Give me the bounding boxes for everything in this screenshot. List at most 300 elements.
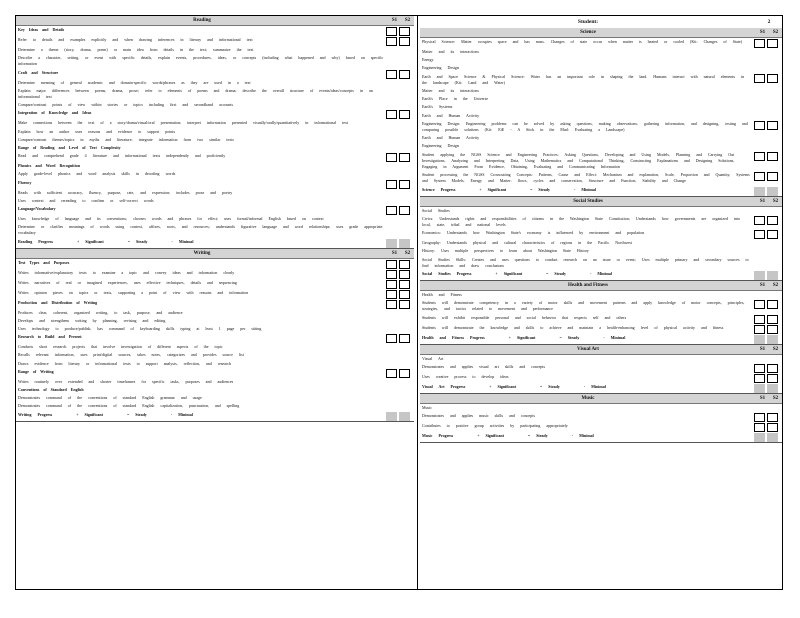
standard-text: Writes informative/explanatory texts to examine a topic and convey ideas and information clearly <box>18 269 235 275</box>
progress-boxes <box>386 411 414 421</box>
grade-boxes <box>754 299 782 309</box>
s2-progress-box[interactable] <box>399 239 410 248</box>
standard-row <box>16 46 414 54</box>
progress-label: Social Studies Progress <box>422 271 472 277</box>
s2-grade-box[interactable] <box>767 374 778 383</box>
legend-significant: + Significant <box>479 186 507 192</box>
standard-row <box>16 197 414 205</box>
standard-text: Uses technology to produce/publish, has command of keyboarding skills typing at least 1 page per sitting <box>18 326 262 332</box>
standard-row <box>420 229 782 239</box>
s2-grade-box[interactable] <box>399 334 410 343</box>
standard-text: Read and comprehend grade 4 literature and informational texts independently and proficiently <box>18 153 226 159</box>
standard-text: Compare/contrast points of view within stories or topics including first and secondhand accounts <box>18 102 234 108</box>
s2-grade-box[interactable] <box>767 230 778 239</box>
standard-row <box>16 101 414 109</box>
progress-text <box>420 186 754 194</box>
grade-boxes <box>386 378 414 379</box>
s1-grade-box[interactable] <box>754 325 765 334</box>
s1-header: S1 <box>759 346 766 352</box>
legend-significant: + Significant <box>76 411 103 417</box>
standard-text: Explain major differences between poems, drama, prose; refer to elements of poems and drama; describe the overall structure of events/ideas/concepts in an informational text <box>18 87 373 100</box>
grade-boxes <box>386 101 414 102</box>
s2-grade-box[interactable] <box>767 172 778 181</box>
legend-significant: + Significant <box>495 271 523 277</box>
standard-text: Describe a character, setting, or event with specific details, explain events, procedures, ideas, or concepts (including what happened and why) based on specific information <box>18 55 384 67</box>
grade-boxes <box>386 205 414 215</box>
s2-grade-box[interactable] <box>399 110 410 119</box>
standard-row <box>16 360 414 368</box>
s1-grade-box[interactable] <box>386 300 397 309</box>
grade-boxes <box>386 402 414 403</box>
s2-grade-box[interactable] <box>767 74 778 83</box>
standard-text: Determine or clarifies meanings of words using context, affixes, roots, and resources; understands figurative language and word relationships; uses grade appropriate vocabulary <box>18 224 383 236</box>
grade-boxes <box>754 134 782 135</box>
student-header <box>420 16 782 28</box>
s2-progress-box[interactable] <box>767 433 778 442</box>
standard-row <box>420 112 782 120</box>
grade-boxes <box>754 247 782 248</box>
s2-progress-box[interactable] <box>767 335 778 344</box>
s1-grade-box[interactable] <box>754 413 765 422</box>
standard-row <box>420 247 782 255</box>
section-title: Writing <box>193 250 211 256</box>
grade-boxes <box>754 404 782 405</box>
s1-header: S1 <box>391 250 398 256</box>
s1-progress-box[interactable] <box>386 412 397 421</box>
s1-grade-box[interactable] <box>754 121 765 130</box>
section-music <box>420 394 782 443</box>
standard-row <box>420 56 782 64</box>
standard-row <box>420 299 782 313</box>
legend-steady: = Steady <box>559 334 580 340</box>
grade-boxes <box>754 142 782 143</box>
standard-text: Social Studies Skills: Creates and uses questions to conduct research on an issue or event; Uses multiple primary and secondary sources to find information and draw conclusions <box>422 256 749 268</box>
standard-row <box>16 351 414 359</box>
subheading-text: Key Ideas and Details <box>18 27 65 32</box>
section-title: Health and Fitness <box>567 283 608 289</box>
standard-row <box>16 119 414 127</box>
subheading-row <box>16 368 414 378</box>
grade-boxes <box>386 109 414 119</box>
grade-boxes <box>386 333 414 343</box>
standard-text: Matter and its interactions <box>422 88 479 94</box>
standard-text: Students will demonstrate competency in a variety of motor skills and movement patterns and apply knowledge of motor concepts, principles, strategies, and tactics related to movement and performance <box>422 300 745 312</box>
standard-row <box>16 152 414 162</box>
s1-grade-box[interactable] <box>386 27 397 36</box>
grade-boxes <box>386 54 414 55</box>
progress-label: Music Progress <box>422 433 454 439</box>
s1-grade-box[interactable] <box>386 334 397 343</box>
grade-boxes <box>386 368 414 378</box>
grade-boxes <box>754 324 782 334</box>
section-header <box>16 249 414 259</box>
s2-progress-box[interactable] <box>767 187 778 196</box>
progress-text <box>16 411 386 419</box>
s1-progress-box[interactable] <box>754 271 765 280</box>
grade-boxes <box>754 355 782 356</box>
grade-boxes <box>386 325 414 326</box>
standard-row <box>16 325 414 333</box>
standard-row <box>16 87 414 101</box>
standard-row <box>420 239 782 247</box>
subheading-text: Text Types and Purposes <box>18 259 70 265</box>
standard-row <box>420 103 782 111</box>
standard-row <box>420 412 782 422</box>
subheading-text: Production and Distribution of Writing <box>18 299 98 305</box>
standard-text: Physical Science: Matter occupies space and has mass. Changes of state occur when matter is heated or cooled (Kit: Changes of State) <box>422 39 743 44</box>
left-column <box>16 16 414 589</box>
subheading-text: Range of Writing <box>18 368 54 374</box>
progress-row <box>16 411 414 421</box>
s1-grade-box[interactable] <box>386 206 397 215</box>
grade-boxes <box>386 79 414 80</box>
subheading-row <box>16 205 414 215</box>
s2-grade-box[interactable] <box>399 206 410 215</box>
grade-boxes <box>754 207 782 208</box>
standard-row <box>420 171 782 185</box>
standard-row <box>16 36 414 46</box>
progress-row <box>420 432 782 442</box>
grade-boxes <box>754 95 782 96</box>
legend-steady: = Steady <box>527 433 548 439</box>
grade-boxes <box>754 314 782 324</box>
grade-boxes <box>754 56 782 57</box>
s2-grade-box[interactable] <box>399 290 410 299</box>
s1-grade-box[interactable] <box>386 280 397 289</box>
grade-boxes <box>386 215 414 216</box>
section-title: Music <box>581 395 595 401</box>
standard-text: Students will exhibit responsible personal and social behavior that respects self and others <box>422 314 627 320</box>
section-header <box>420 28 782 38</box>
grade-boxes <box>754 373 782 383</box>
progress-text <box>16 238 386 246</box>
grade-boxes <box>754 48 782 49</box>
grade-boxes <box>386 162 414 163</box>
standard-text: Explain how an author uses reasons and evidence to support points <box>18 128 176 134</box>
s2-grade-box[interactable] <box>767 413 778 422</box>
progress-label: Science Progress <box>422 186 456 192</box>
section-title: Reading <box>193 18 211 23</box>
section-visual-art <box>420 345 782 394</box>
grade-boxes <box>386 360 414 361</box>
subheading-row <box>16 109 414 119</box>
subheading-row <box>16 26 414 36</box>
progress-row <box>420 383 782 393</box>
right-column <box>420 16 782 589</box>
grade-boxes <box>386 87 414 88</box>
standard-text: Demonstrates command of the conventions of standard English capitalization, punctuation, and spelling <box>18 403 240 409</box>
s1-header: S1 <box>759 395 766 401</box>
standard-row <box>420 363 782 373</box>
standard-text: Writes routinely over extended and shorter timeframes for specific tasks, purposes and audiences <box>18 378 234 384</box>
grade-boxes <box>386 289 414 299</box>
standard-text: Develops and strengthens writing by planning, revising and editing <box>18 317 166 323</box>
s1-grade-box[interactable] <box>754 152 765 161</box>
standard-row <box>420 324 782 334</box>
standard-text: Geography: Understands physical and cultural characteristics of regions in the Pacific Northwest <box>422 240 632 246</box>
subheading-row <box>16 259 414 269</box>
subheading-row <box>16 69 414 79</box>
s1-grade-box[interactable] <box>754 230 765 239</box>
s2-grade-box[interactable] <box>399 369 410 378</box>
legend-minimal: - Minimal <box>583 383 606 389</box>
legend-minimal: - Minimal <box>171 238 194 244</box>
grade-boxes <box>754 103 782 104</box>
s2-grade-box[interactable] <box>767 39 778 48</box>
s2-grade-box[interactable] <box>399 260 410 269</box>
standard-row <box>420 314 782 324</box>
progress-boxes <box>754 186 782 196</box>
s2-header: S2 <box>772 30 779 35</box>
legend-significant: + Significant <box>477 433 504 439</box>
standard-row <box>420 291 782 299</box>
s1-grade-box[interactable] <box>754 300 765 309</box>
s1-grade-box[interactable] <box>386 70 397 79</box>
standard-row <box>420 207 782 215</box>
s1-grade-box[interactable] <box>754 315 765 324</box>
progress-row <box>16 238 414 248</box>
standard-text: Engineering Design: Engineering problems can be solved by asking questions, making observations, gathering information, and designing, testing and comparing possible solutions (Kit: EiE - A Stick in the Mud: Evaluating a Landscape) <box>422 120 748 133</box>
standard-row <box>16 317 414 325</box>
standard-row <box>16 378 414 386</box>
s1-grade-box[interactable] <box>386 270 397 279</box>
section-writing <box>16 249 414 422</box>
subheading-text: Craft and Structure <box>18 69 59 75</box>
legend-steady: = Steady <box>530 186 550 192</box>
standard-text: Earth and Human Activity <box>422 112 480 118</box>
standard-row <box>16 394 414 402</box>
s1-grade-box[interactable] <box>386 110 397 119</box>
grade-boxes <box>386 152 414 162</box>
grade-boxes <box>386 69 414 79</box>
standard-row <box>16 279 414 289</box>
standard-text: Make connections between the text of a story/drama/visual/oral presentation; interpret information presented visually/orally/quantitatively in informational text <box>18 120 349 126</box>
standard-row <box>16 189 414 197</box>
s1-progress-box[interactable] <box>754 384 765 393</box>
s1-header: S1 <box>391 18 398 23</box>
subheading-text: Language/Vocabulary <box>18 206 56 212</box>
section-reading <box>16 16 414 249</box>
s2-header: S2 <box>772 346 779 352</box>
s1-progress-box[interactable] <box>754 187 765 196</box>
s1-grade-box[interactable] <box>386 153 397 162</box>
standard-row <box>420 95 782 103</box>
standard-row <box>420 373 782 383</box>
grade-boxes <box>386 299 414 309</box>
s1-grade-box[interactable] <box>386 180 397 189</box>
standard-text: Earth and Space Science & Physical Science: Water has an important role in shaping the land. Humans interact with natural elements in the landscape (Kit: Land and Water) <box>422 73 745 85</box>
legend-steady: = Steady <box>546 271 566 277</box>
standard-text: Determine meaning of general academic and domain-specific words/phrases as they are used in a text <box>18 79 251 85</box>
standard-row <box>16 223 414 237</box>
standard-text: Reads with sufficient accuracy, fluency, purpose, rate, and expression; includes prose and poetry <box>18 189 233 195</box>
s2-grade-box[interactable] <box>767 216 778 225</box>
standard-text: Recalls relevant information, uses print/digital sources, takes notes, categorizes and provides source list <box>18 352 244 358</box>
standard-text: Writes opinion pieces on topics or texts, supporting a point of view with reasons and information <box>18 289 249 295</box>
grade-boxes <box>754 64 782 65</box>
s2-grade-box[interactable] <box>399 37 410 46</box>
standard-row <box>16 309 414 317</box>
s1-grade-box[interactable] <box>754 423 765 432</box>
standard-text: Earth's Place in the Universe <box>422 96 489 102</box>
progress-text <box>420 383 754 391</box>
grade-boxes <box>386 26 414 36</box>
standard-text: Earth's Systems <box>422 104 453 110</box>
s2-grade-box[interactable] <box>399 180 410 189</box>
standard-text: Engineering Design <box>422 143 459 149</box>
grade-boxes <box>754 38 782 48</box>
s1-grade-box[interactable] <box>754 39 765 48</box>
standard-text: Visual Art <box>422 355 444 361</box>
s2-grade-box[interactable] <box>399 280 410 289</box>
grade-boxes <box>754 87 782 88</box>
section-header <box>420 345 782 355</box>
s1-progress-box[interactable] <box>386 239 397 248</box>
standard-text: History: Uses multiple perspectives to learn about Washington State History <box>422 248 589 254</box>
grade-boxes <box>754 363 782 373</box>
subheading-text: Phonics and Word Recognition <box>18 163 80 169</box>
s2-grade-box[interactable] <box>399 27 410 36</box>
s1-grade-box[interactable] <box>754 172 765 181</box>
subheading-row <box>16 299 414 309</box>
column-divider <box>417 16 418 589</box>
subheading-row <box>16 333 414 343</box>
s2-grade-box[interactable] <box>767 325 778 334</box>
grade-boxes <box>386 179 414 189</box>
grade-boxes <box>754 412 782 422</box>
progress-row <box>420 334 782 344</box>
grade-boxes <box>754 112 782 113</box>
standard-row <box>420 422 782 432</box>
progress-row <box>420 270 782 280</box>
grade-boxes <box>386 170 414 171</box>
s2-grade-box[interactable] <box>767 315 778 324</box>
s2-progress-box[interactable] <box>767 384 778 393</box>
s2-grade-box[interactable] <box>767 300 778 309</box>
s2-grade-box[interactable] <box>767 152 778 161</box>
progress-row <box>420 186 782 196</box>
s1-grade-box[interactable] <box>754 74 765 83</box>
s1-grade-box[interactable] <box>754 364 765 373</box>
s2-progress-box[interactable] <box>399 412 410 421</box>
s1-grade-box[interactable] <box>386 37 397 46</box>
standard-text: Social Studies <box>422 207 450 213</box>
grade-boxes <box>754 215 782 225</box>
s2-grade-box[interactable] <box>399 70 410 79</box>
s1-grade-box[interactable] <box>386 369 397 378</box>
s1-header: S1 <box>759 198 766 204</box>
s1-grade-box[interactable] <box>386 290 397 299</box>
section-title: Science <box>580 30 596 35</box>
standard-text: Produces clear, coherent, organized writing, to task, purpose, and audience <box>18 309 183 315</box>
s1-progress-box[interactable] <box>754 433 765 442</box>
standard-row <box>420 256 782 270</box>
grade-boxes <box>386 269 414 279</box>
subheading-row <box>16 179 414 189</box>
standard-text: Conducts short research projects that involve investigation of different aspects of the topic <box>18 344 223 350</box>
progress-boxes <box>754 334 782 344</box>
grade-boxes <box>754 422 782 432</box>
grade-boxes <box>386 394 414 395</box>
standard-row <box>420 38 782 48</box>
standard-text: Economics: Understands how Washington State's economy is influenced by environment and population <box>422 230 645 236</box>
grade-boxes <box>754 239 782 240</box>
section-title: Social Studies <box>573 198 603 204</box>
standard-text: Draws evidence from literary or informational texts to support analysis, reflection, and research <box>18 360 232 366</box>
s1-grade-box[interactable] <box>754 216 765 225</box>
legend-minimal: - Minimal <box>573 186 596 192</box>
grade-boxes <box>754 291 782 292</box>
standard-text: Demonstrates command of the conventions of standard English grammar and usage <box>18 395 202 401</box>
grade-boxes <box>386 136 414 137</box>
standard-row <box>16 289 414 299</box>
page-number: 2 <box>767 19 771 25</box>
progress-label: Visual Art Progress <box>422 383 466 389</box>
grade-boxes <box>754 229 782 239</box>
standard-text: Earth and Human Activity <box>422 135 480 141</box>
legend-significant: + Significant <box>76 238 104 244</box>
standard-text: Health and Fitness <box>422 292 462 298</box>
legend-minimal: - Minimal <box>170 411 193 417</box>
s2-grade-box[interactable] <box>399 153 410 162</box>
legend-steady: = Steady <box>540 383 560 389</box>
s2-grade-box[interactable] <box>767 423 778 432</box>
s2-grade-box[interactable] <box>767 364 778 373</box>
progress-boxes <box>386 238 414 248</box>
standard-text: Demonstrates and applies music skills and concepts <box>422 413 535 419</box>
standard-text: Contributes to positive group activities by participating appropriately <box>422 423 568 429</box>
progress-label: Reading Progress <box>18 238 53 244</box>
standard-row <box>420 151 782 172</box>
s2-grade-box[interactable] <box>399 300 410 309</box>
s1-header: S1 <box>759 283 766 289</box>
standard-text: Student applying the NGSS Science and Engineering Practices: Asking Questions, Developing and Using Models, Planning and Carrying Out Investigations, Analyzing and Interpreting Data, Using Mathematics and Computational Thinking, Constructing Explanations and Designing Solutions, Engaging in Argument From Evidence, Obtaining, Evaluating and Communicating Information <box>422 151 735 170</box>
grade-boxes <box>386 279 414 289</box>
grade-boxes <box>386 259 414 269</box>
grade-boxes <box>386 223 414 224</box>
standard-text: Energy <box>422 57 434 63</box>
grade-boxes <box>386 36 414 46</box>
section-science <box>420 28 782 197</box>
s1-progress-box[interactable] <box>754 335 765 344</box>
s2-grade-box[interactable] <box>399 270 410 279</box>
grade-boxes <box>754 171 782 181</box>
s2-header: S2 <box>772 283 779 289</box>
section-header <box>420 197 782 207</box>
s1-grade-box[interactable] <box>386 260 397 269</box>
standard-row <box>16 269 414 279</box>
s2-grade-box[interactable] <box>767 121 778 130</box>
grade-boxes <box>386 144 414 145</box>
grade-boxes <box>386 317 414 318</box>
progress-label: Health and Fitness Progress <box>422 334 485 340</box>
s1-grade-box[interactable] <box>754 374 765 383</box>
standard-text: Refer to details and examples explicitly and when drawing inferences in literary and informational text <box>18 37 253 42</box>
progress-boxes <box>754 432 782 442</box>
standard-row <box>16 170 414 178</box>
standard-row <box>420 355 782 363</box>
standard-text: Students will demonstrate the knowledge and skills to achieve and maintain a health-enhancing level of physical activity and fitness <box>422 324 724 330</box>
standard-text: Uses context and rereading to confirm or self-correct words <box>18 197 154 203</box>
standard-text: Student processing the NGSS Crosscutting Concepts: Patterns, Cause and Effect: Mechanism and explanation, Scale, Proportion and Quantity, Systems and System Models, Energy and Matter: flows, cycles and conservation, Structure and Function, Stability and Change <box>422 172 750 184</box>
section-health-and-fitness <box>420 281 782 345</box>
standard-text: Determine a theme (story, drama, poem) or main idea from details in the text; summarize the text <box>18 47 254 52</box>
s2-header: S2 <box>404 18 411 23</box>
grade-boxes <box>386 189 414 190</box>
s2-progress-box[interactable] <box>767 271 778 280</box>
section-header <box>420 394 782 404</box>
standard-row <box>16 79 414 87</box>
